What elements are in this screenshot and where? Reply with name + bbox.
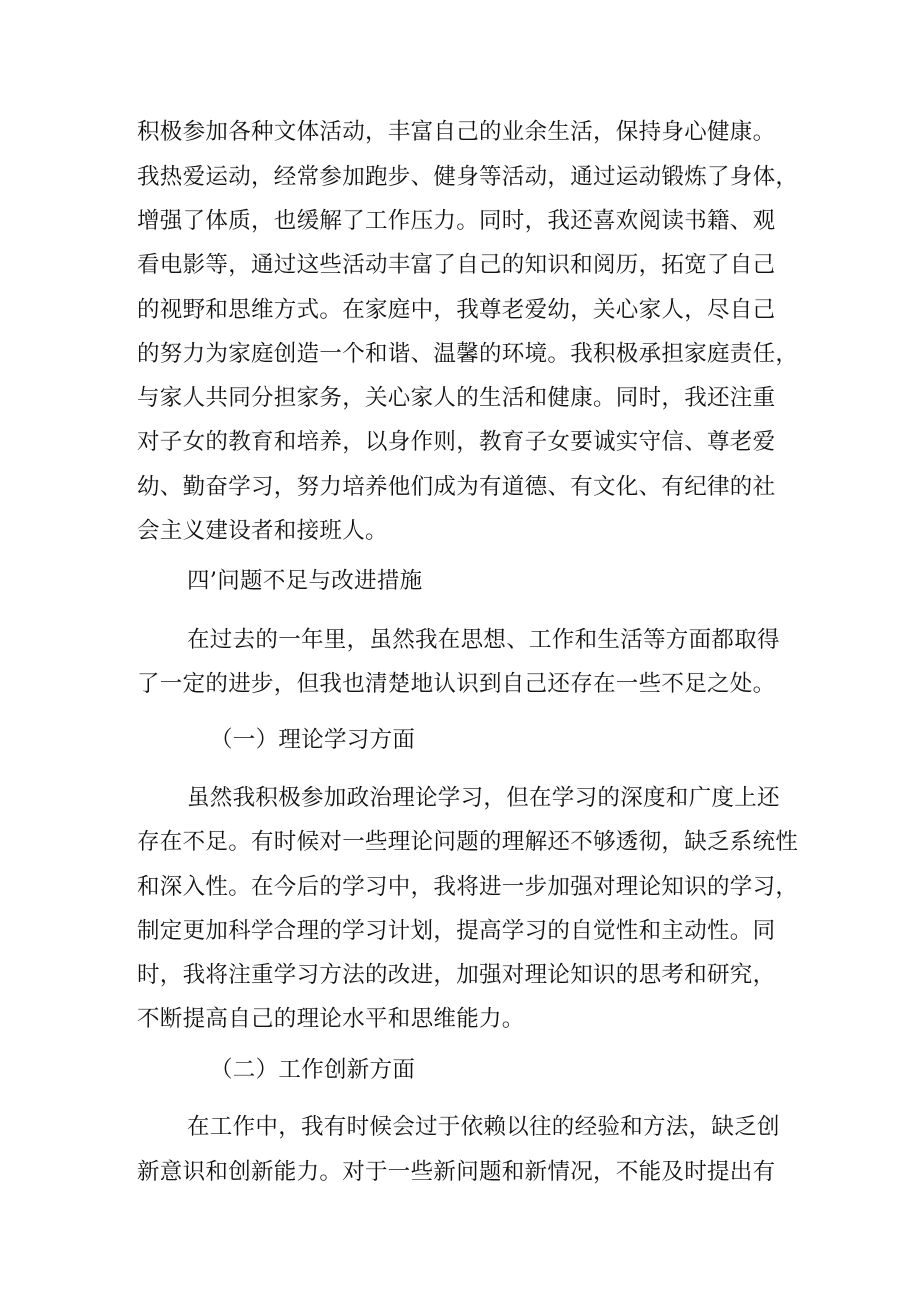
subheading-theory: （一）理论学习方面 (210, 727, 416, 753)
text-line: 与家人共同分担家务，关心家人的生活和健康。同时，我还注重 (137, 385, 776, 411)
text-line: 不断提高自己的理论水平和思维能力。 (137, 1006, 525, 1032)
text-line: 的视野和思维方式。在家庭中，我尊老爱幼，关心家人，尽自己 (137, 297, 776, 323)
text-line: 幼、勤奋学习，努力培养他们成为有道德、有文化、有纪律的社 (137, 474, 776, 500)
text-line: 增强了体质，也缓解了工作压力。同时，我还喜欢阅读书籍、观 (137, 208, 776, 234)
text-line: 时，我将注重学习方法的改进，加强对理论知识的思考和研究， (137, 962, 776, 988)
section-heading: 四’问题不足与改进措施 (187, 568, 423, 594)
text-line: 制定更加科学合理的学习计划，提高学习的自觉性和主动性。同 (137, 918, 776, 944)
text-line: 和深入性。在今后的学习中，我将进一步加强对理论知识的学习， (137, 874, 799, 900)
text-line: 在工作中，我有时候会过于依赖以往的经验和方法，缺乏创 (187, 1114, 780, 1140)
text-line: 看电影等，通过这些活动丰富了自己的知识和阅历，拓宽了自己 (137, 252, 776, 278)
text-line: 对子女的教育和培养，以身作则，教育子女要诚实守信、尊老爱 (137, 429, 776, 455)
subheading-innovation: （二）工作创新方面 (210, 1057, 416, 1083)
text-line: 的努力为家庭创造一个和谐、温馨的环境。我积极承担家庭责任， (137, 341, 799, 367)
text-line: 会主义建设者和接班人。 (137, 518, 388, 544)
text-line: 了一定的进步，但我也清楚地认识到自己还存在一些不足之处。 (137, 671, 776, 697)
text-line: 虽然我积极参加政治理论学习，但在学习的深度和广度上还 (187, 785, 780, 811)
text-line: 新意识和创新能力。对于一些新问题和新情况，不能及时提出有 (137, 1159, 776, 1185)
text-line: 在过去的一年里，虽然我在思想、工作和生活等方面都取得 (187, 627, 780, 653)
text-line: 存在不足。有时候对一些理论问题的理解还不够透彻，缺乏系统性 (137, 829, 799, 855)
text-line: 我热爱运动，经常参加跑步、健身等活动，通过运动锻炼了身体， (137, 164, 799, 190)
text-line: 积极参加各种文体活动，丰富自己的业余生活，保持身心健康。 (137, 119, 776, 145)
